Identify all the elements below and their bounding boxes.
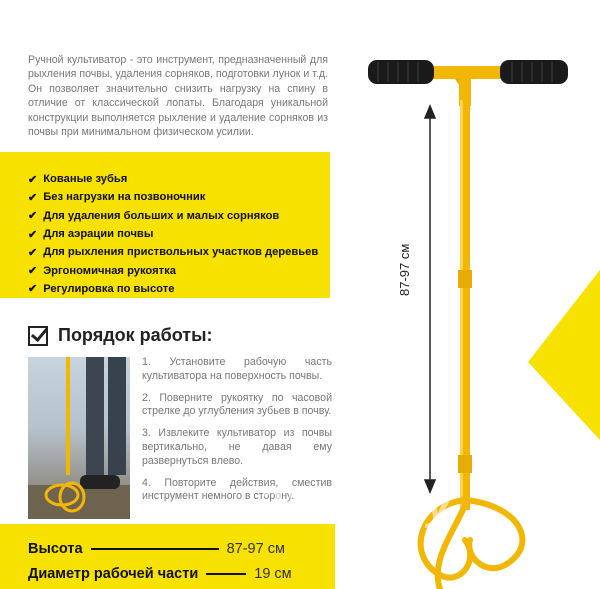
step-item: 4. Повторите действия, сместив инструмент немного в сторону. bbox=[142, 476, 332, 503]
feature-label: Без нагрузки на позвоночник bbox=[43, 191, 206, 204]
step-item: 3. Извлеките культиватор из почвы вертикально, не давая ему развернуться влево. bbox=[142, 427, 332, 467]
feature-label: Эргономичная рукоятка bbox=[43, 264, 176, 277]
intro-paragraph: Ручной культиватор - это инструмент, предназначенный для рыхления почвы, удаления сорняков, подготовки лунок и т.д. Он позволяет значительно снизить нагрузку на спину в отличие от классической лопаты. Благодаря уникальной конструкции выполняется рыхление и удаление сорняков из почвы при минимальном физическом усилии. bbox=[28, 54, 328, 139]
feature-label: Для удаления больших и малых сорняков bbox=[43, 209, 280, 222]
feature-label: Кованые зубья bbox=[43, 173, 128, 186]
check-icon: ✔ bbox=[28, 228, 38, 241]
spec-divider bbox=[91, 548, 219, 550]
check-icon: ✔ bbox=[28, 191, 38, 204]
shaft-highlight bbox=[460, 100, 463, 510]
dimension-arrow bbox=[425, 106, 435, 492]
step-item: 1. Установите рабочую часть культиватора на поверхность почвы. bbox=[142, 356, 332, 382]
check-icon: ✔ bbox=[28, 265, 38, 278]
feature-label: Для аэрации почвы bbox=[43, 228, 154, 241]
spec-height bbox=[28, 541, 285, 557]
grip-right bbox=[500, 60, 568, 84]
feature-label: Для рыхления приствольных участков деревьев bbox=[43, 246, 319, 259]
spec-diameter-label: Диаметр рабочей части bbox=[28, 566, 199, 582]
shaft-coupling bbox=[458, 270, 472, 288]
spec-height-value: 87-97 см bbox=[226, 541, 285, 557]
shaft-coupling bbox=[458, 455, 472, 473]
spec-height-label: Высота bbox=[28, 541, 83, 557]
spec-diameter-value: 19 см bbox=[254, 566, 292, 582]
spec-diameter bbox=[28, 566, 292, 582]
check-icon: ✔ bbox=[28, 173, 38, 186]
feature-label: Регулировка по высоте bbox=[43, 282, 175, 295]
step-item: 2. Поверните рукоятку по часовой стрелке до углубления зубьев в почву. bbox=[142, 391, 332, 418]
dimension-label: 87-97 см bbox=[397, 243, 412, 296]
check-icon: ✔ bbox=[28, 210, 38, 223]
check-icon: ✔ bbox=[28, 283, 38, 296]
howto-title: Порядок работы: bbox=[58, 325, 213, 345]
spec-divider bbox=[206, 573, 246, 575]
check-icon: ✔ bbox=[28, 246, 38, 259]
watermark: 21vek.by bbox=[258, 480, 452, 529]
